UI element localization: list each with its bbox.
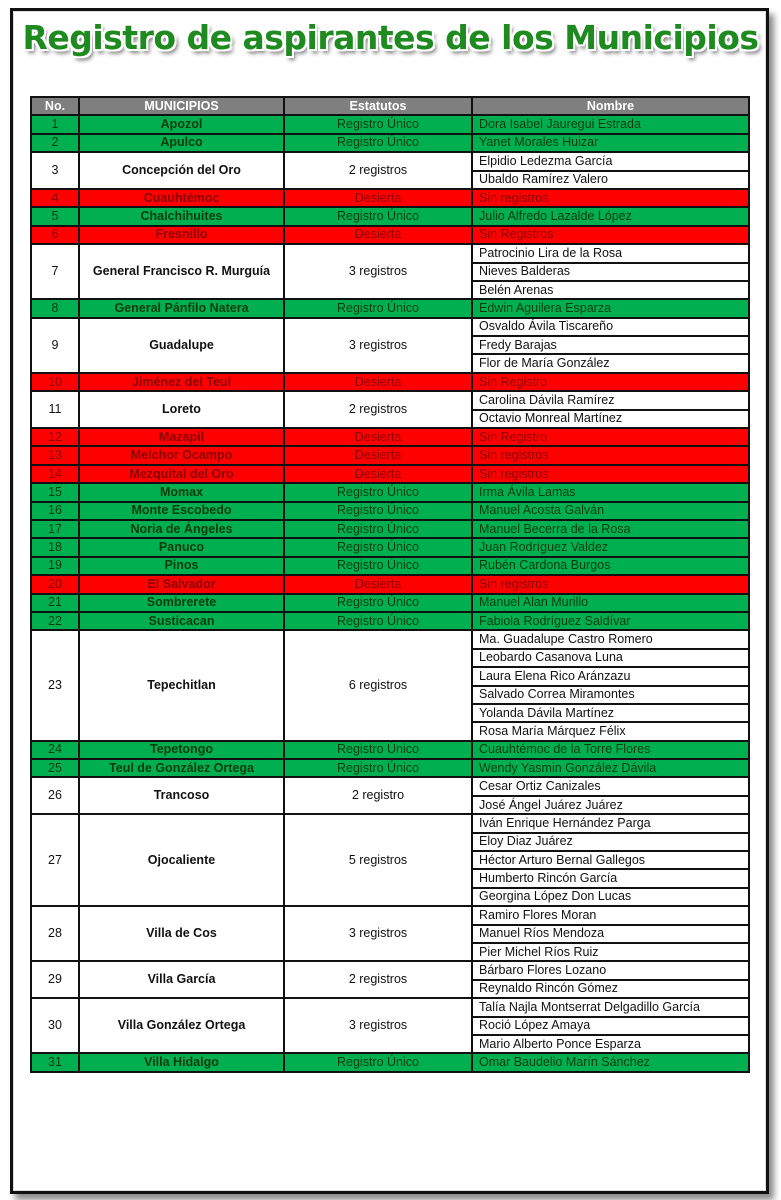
aspirante-name: Bárbaro Flores Lozano (472, 961, 749, 979)
aspirante-name: Sin registros (472, 465, 749, 483)
municipio-name: Panuco (79, 538, 284, 556)
aspirante-name: Patrocinio Lira de la Rosa (472, 244, 749, 262)
row-number: 15 (31, 483, 79, 501)
page-title: Registro de aspirantes de los Municipios (22, 18, 759, 57)
table-row (31, 318, 749, 336)
aspirante-name: Manuel Acosta Galván (472, 502, 749, 520)
estatus-value: 2 registros (284, 961, 472, 998)
aspirante-name: Manuel Becerra de la Rosa (472, 520, 749, 538)
row-number: 17 (31, 520, 79, 538)
estatus-value: Registro Único (284, 557, 472, 575)
table-row (31, 538, 749, 556)
aspirante-name: Osvaldo Ávila Tiscareño (472, 318, 749, 336)
row-number: 20 (31, 575, 79, 593)
aspirante-name: José Ángel Juárez Juárez (472, 796, 749, 814)
table-row (31, 575, 749, 593)
row-number: 18 (31, 538, 79, 556)
aspirante-name: Sin registros (472, 189, 749, 207)
aspirante-name: Nieves Balderas (472, 263, 749, 281)
municipio-name: Monte Escobedo (79, 502, 284, 520)
table-row (31, 961, 749, 979)
aspirante-name: Dora Isabel Jauregui Estrada (472, 115, 749, 133)
table-row (31, 906, 749, 924)
estatus-value: Registro Único (284, 483, 472, 501)
table-body (31, 115, 749, 1071)
municipio-name: Fresnillo (79, 226, 284, 244)
aspirante-name: Yolanda Dávila Martínez (472, 704, 749, 722)
row-number: 23 (31, 630, 79, 740)
table-row (31, 152, 749, 170)
aspirante-name: Juan Rodríguez Valdez (472, 538, 749, 556)
row-number: 10 (31, 373, 79, 391)
aspirante-name: Sin registros (472, 446, 749, 464)
estatus-value: 3 registros (284, 906, 472, 961)
row-number: 21 (31, 594, 79, 612)
row-number: 5 (31, 207, 79, 225)
table-row (31, 115, 749, 133)
header-nombre: Nombre (472, 97, 749, 115)
row-number: 28 (31, 906, 79, 961)
estatus-value: Desierta (284, 189, 472, 207)
municipio-name: Apulco (79, 134, 284, 152)
estatus-value: Registro Único (284, 759, 472, 777)
estatus-value: 3 registros (284, 318, 472, 373)
aspirante-name: Fredy Barajas (472, 336, 749, 354)
row-number: 24 (31, 741, 79, 759)
municipio-name: Noria de Ángeles (79, 520, 284, 538)
municipio-name: Chalchihuites (79, 207, 284, 225)
estatus-value: Desierta (284, 575, 472, 593)
aspirante-name: Eloy Diaz Juárez (472, 833, 749, 851)
table-header-row (31, 97, 749, 115)
aspirante-name: Carolina Dávila Ramírez (472, 391, 749, 409)
estatus-value: Registro Único (284, 538, 472, 556)
aspirante-name: Reynaldo Rincón Gómez (472, 980, 749, 998)
row-number: 7 (31, 244, 79, 299)
estatus-value: Registro Único (284, 299, 472, 317)
estatus-value: 2 registros (284, 391, 472, 428)
estatus-value: 3 registros (284, 244, 472, 299)
aspirante-name: Mario Alberto Ponce Esparza (472, 1035, 749, 1053)
estatus-value: Registro Único (284, 612, 472, 630)
municipio-name: Jiménez del Teul (79, 373, 284, 391)
row-number: 14 (31, 465, 79, 483)
row-number: 16 (31, 502, 79, 520)
row-number: 3 (31, 152, 79, 189)
estatus-value: Registro Único (284, 207, 472, 225)
row-number: 22 (31, 612, 79, 630)
row-number: 4 (31, 189, 79, 207)
estatus-value: 2 registros (284, 152, 472, 189)
row-number: 11 (31, 391, 79, 428)
aspirante-name: Cuauhtémoc de la Torre Flores (472, 741, 749, 759)
aspirante-name: Pier Michel Ríos Ruiz (472, 943, 749, 961)
municipio-name: Guadalupe (79, 318, 284, 373)
aspirante-name: Edwin Aguilera Esparza (472, 299, 749, 317)
table-row (31, 1053, 749, 1071)
municipio-name: Mezquital del Oro (79, 465, 284, 483)
table-row (31, 428, 749, 446)
aspirante-name: Octavio Monreal Martínez (472, 410, 749, 428)
aspirante-name: Héctor Arturo Bernal Gallegos (472, 851, 749, 869)
estatus-value: Registro Único (284, 115, 472, 133)
table-row (31, 814, 749, 832)
table-row (31, 373, 749, 391)
aspirante-name: Sin Registro (472, 373, 749, 391)
table-row (31, 777, 749, 795)
municipio-name: Villa de Cos (79, 906, 284, 961)
table-row (31, 502, 749, 520)
aspirante-name: Omar Baudelio Marín Sánchez (472, 1053, 749, 1071)
table-row (31, 189, 749, 207)
aspirante-name: Fabiola Rodríguez Saldívar (472, 612, 749, 630)
aspirante-name: Manuel Ríos Mendoza (472, 925, 749, 943)
aspirante-name: Georgina López Don Lucas (472, 888, 749, 906)
municipio-name: Susticacan (79, 612, 284, 630)
municipio-name: Ojocaliente (79, 814, 284, 906)
municipio-name: Momax (79, 483, 284, 501)
aspirante-name: Belén Arenas (472, 281, 749, 299)
table-row (31, 759, 749, 777)
table-row (31, 998, 749, 1016)
table-row (31, 483, 749, 501)
estatus-value: Registro Único (284, 594, 472, 612)
estatus-value: Desierta (284, 446, 472, 464)
municipio-name: Villa Hidalgo (79, 1053, 284, 1071)
aspirante-name: Humberto Rincón García (472, 869, 749, 887)
municipio-name: Sombrerete (79, 594, 284, 612)
municipio-name: Concepción del Oro (79, 152, 284, 189)
aspirante-name: Ma. Guadalupe Castro Romero (472, 630, 749, 648)
table-row (31, 299, 749, 317)
row-number: 6 (31, 226, 79, 244)
row-number: 26 (31, 777, 79, 814)
table-row (31, 465, 749, 483)
estatus-value: Desierta (284, 428, 472, 446)
estatus-value: 2 registro (284, 777, 472, 814)
aspirante-name: Wendy Yasmin González Dávila (472, 759, 749, 777)
row-number: 30 (31, 998, 79, 1053)
row-number: 9 (31, 318, 79, 373)
estatus-value: Desierta (284, 373, 472, 391)
header-estatutos: Estatutos (284, 97, 472, 115)
aspirante-name: Salvado Correa Miramontes (472, 686, 749, 704)
header-no: No. (31, 97, 79, 115)
row-number: 8 (31, 299, 79, 317)
estatus-value: Registro Único (284, 502, 472, 520)
aspirante-name: Elpidio Ledezma García (472, 152, 749, 170)
aspirante-name: Rubén Cardona Burgos (472, 557, 749, 575)
municipio-name: Villa González Ortega (79, 998, 284, 1053)
row-number: 1 (31, 115, 79, 133)
table-row (31, 207, 749, 225)
table-row (31, 391, 749, 409)
estatus-value: Registro Único (284, 741, 472, 759)
aspirante-name: Iván Enrique Hernández Parga (472, 814, 749, 832)
row-number: 19 (31, 557, 79, 575)
table-row (31, 244, 749, 262)
municipio-name: Teul de González Ortega (79, 759, 284, 777)
estatus-value: Registro Único (284, 520, 472, 538)
aspirante-name: Yanet Morales Huizar (472, 134, 749, 152)
municipio-name: Loreto (79, 391, 284, 428)
municipio-name: Pinos (79, 557, 284, 575)
table-row (31, 741, 749, 759)
aspirante-name: Leobardo Casanova Luna (472, 649, 749, 667)
municipio-name: Trancoso (79, 777, 284, 814)
municipio-name: Villa García (79, 961, 284, 998)
aspirante-name: Roció López Amaya (472, 1017, 749, 1035)
row-number: 2 (31, 134, 79, 152)
estatus-value: 3 registros (284, 998, 472, 1053)
table-row (31, 134, 749, 152)
municipio-name: General Pánfilo Natera (79, 299, 284, 317)
table-row (31, 612, 749, 630)
municipio-name: Tepechitlan (79, 630, 284, 740)
registration-table (30, 96, 750, 1073)
header-municipios: MUNICIPIOS (79, 97, 284, 115)
aspirante-name: Irma Ávila Lamas (472, 483, 749, 501)
estatus-value: Desierta (284, 226, 472, 244)
aspirante-name: Sin Registros (472, 226, 749, 244)
estatus-value: Desierta (284, 465, 472, 483)
municipio-name: Cuauhtémoc (79, 189, 284, 207)
aspirante-name: Sin registros (472, 575, 749, 593)
municipio-name: Mazapil (79, 428, 284, 446)
aspirante-name: Ubaldo Ramírez Valero (472, 171, 749, 189)
table-row (31, 226, 749, 244)
row-number: 29 (31, 961, 79, 998)
row-number: 27 (31, 814, 79, 906)
table-row (31, 446, 749, 464)
municipio-name: Tepetongo (79, 741, 284, 759)
estatus-value: 5 registros (284, 814, 472, 906)
table-row (31, 557, 749, 575)
municipio-name: Melchor Ocampo (79, 446, 284, 464)
aspirante-name: Julio Alfredo Lazalde López (472, 207, 749, 225)
municipio-name: El Salvador (79, 575, 284, 593)
aspirante-name: Rosa María Márquez Félix (472, 722, 749, 740)
aspirante-name: Ramiro Flores Moran (472, 906, 749, 924)
estatus-value: 6 registros (284, 630, 472, 740)
row-number: 13 (31, 446, 79, 464)
aspirante-name: Flor de María González (472, 354, 749, 372)
table-row (31, 594, 749, 612)
aspirante-name: Talía Najla Montserrat Delgadillo García (472, 998, 749, 1016)
table-row (31, 520, 749, 538)
aspirante-name: Manuel Alan Murillo (472, 594, 749, 612)
estatus-value: Registro Único (284, 134, 472, 152)
municipio-name: General Francisco R. Murguía (79, 244, 284, 299)
aspirante-name: Sin Registro (472, 428, 749, 446)
municipio-name: Apozol (79, 115, 284, 133)
table-row (31, 630, 749, 648)
row-number: 12 (31, 428, 79, 446)
aspirante-name: Cesar Ortiz Canizales (472, 777, 749, 795)
estatus-value: Registro Único (284, 1053, 472, 1071)
row-number: 31 (31, 1053, 79, 1071)
row-number: 25 (31, 759, 79, 777)
aspirante-name: Laura Elena Rico Aránzazu (472, 667, 749, 685)
